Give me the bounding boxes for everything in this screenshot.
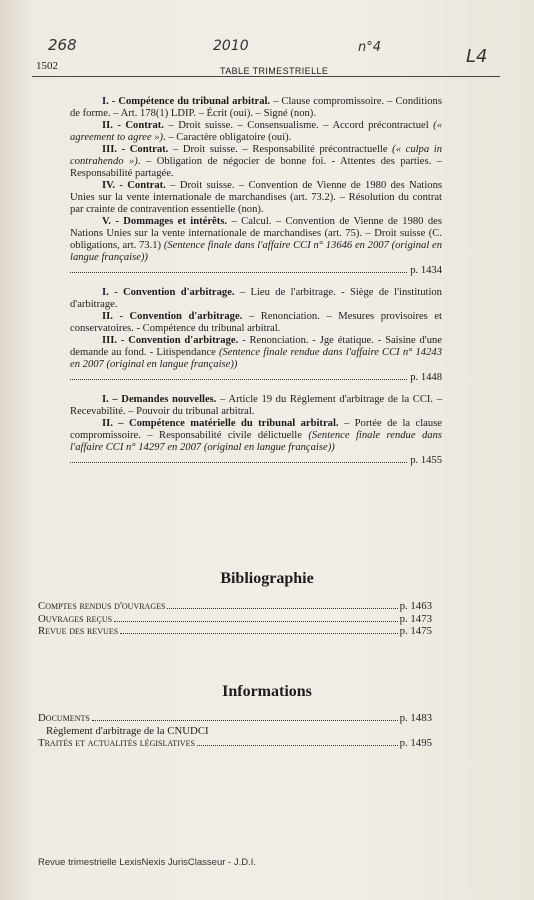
handwritten-note-right: n°4 [358, 40, 382, 55]
page-footer: Revue trimestrielle LexisNexis JurisClasseur - J.D.I. [38, 857, 257, 868]
informations-title: Informations [222, 683, 312, 700]
toc-row-traites[interactable]: Traités et actualités législatives p. 1495 [38, 737, 432, 749]
entry-1-page[interactable]: p. 1434 [70, 265, 442, 277]
entry-3: I. – Demandes nouvelles. – Article 19 du Règlement d'arbitrage de la CCI. – Recevabilité. – Pouvoir du tribunal arbitral. II. – Compétence matérielle du tribunal arbitral. – Portée de la clause compromissoire. – Responsabilité civile délictuelle (Sentence finale rendue dans l'affaire CCI n° 14297 en 2007 (original en langue française)) p. 1455 [70, 394, 442, 466]
contents-list [70, 96, 442, 477]
handwritten-note-left: 268 [48, 36, 77, 54]
toc-row-ouvrages-recus[interactable]: Ouvrages reçus p. 1473 [38, 612, 432, 625]
page-number: 1502 [36, 60, 58, 72]
entry-2-page[interactable]: p. 1448 [70, 372, 442, 384]
entry-2: I. - Convention d'arbitrage. – Lieu de l'arbitrage. - Siège de l'institution d'arbitrage. II. - Convention d'arbitrage. – Renonciation. – Mesures provisoires et conservatoires. - Compétence du tribunal arbitral. III. - Convention d'arbitrage. - Renonciation. - Jge étatique. - Saisine d'une demande au fond. - Litispendance (Sentence finale rendue dans l'affaire CCI n° 14243 en 2007 (original en langue française)) p. 1448 [70, 287, 442, 383]
running-title: TABLE TRIMESTRIELLE [220, 66, 329, 76]
entry-3-page[interactable]: p. 1455 [70, 455, 442, 467]
handwritten-note-far-right: L4 [466, 46, 488, 67]
informations-list [38, 712, 432, 750]
toc-row-documents[interactable]: Documents p. 1483 [38, 712, 432, 724]
bibliography-title: Bibliographie [220, 570, 314, 587]
toc-subitem-cnudci: Règlement d'arbitrage de la CNUDCI [46, 724, 209, 737]
entry-1: I. - Compétence du tribunal arbitral. – Clause compromissoire. – Conditions de forme. – Art. 178(1) LDIP. – Écrit (oui). – Signé (non). II. - Contrat. – Droit suisse. – Consensualisme. – Accord précontractuel (« agreement to agree »). – Caractère obligatoire (oui). III. - Contrat. – Droit suisse. – Responsabilité précontractuelle (« culpa in contrahendo »). – Obligation de négocier de bonne foi. - Attentes des parties. – Responsabilité partagée. IV. - Contrat. – Droit suisse. – Convention de Vienne de 1980 des Nations Unies sur la vente internationale de marchandises (art. 73.2). – Résolution du contrat par crainte de contravention essentielle (non). V. - Dommages et intérêts. – Calcul. – Convention de Vienne de 1980 des Nations Unies sur la vente internationale de marchandises (art. 75). – Droit suisse (C. obligations, art. 73.1) (Sentence finale dans l'affaire CCI n° 13646 en 2007 (original en langue française)) p. 1434 [70, 96, 443, 276]
bibliography-list [38, 600, 432, 638]
header-rule [32, 76, 500, 77]
toc-row-comptes-rendus[interactable]: Comptes rendus d'ouvrages p. 1463 [38, 600, 432, 612]
handwritten-note-center: 2010 [213, 38, 249, 54]
toc-row-revue-des-revues[interactable]: Revue des revues p. 1475 [38, 625, 432, 637]
